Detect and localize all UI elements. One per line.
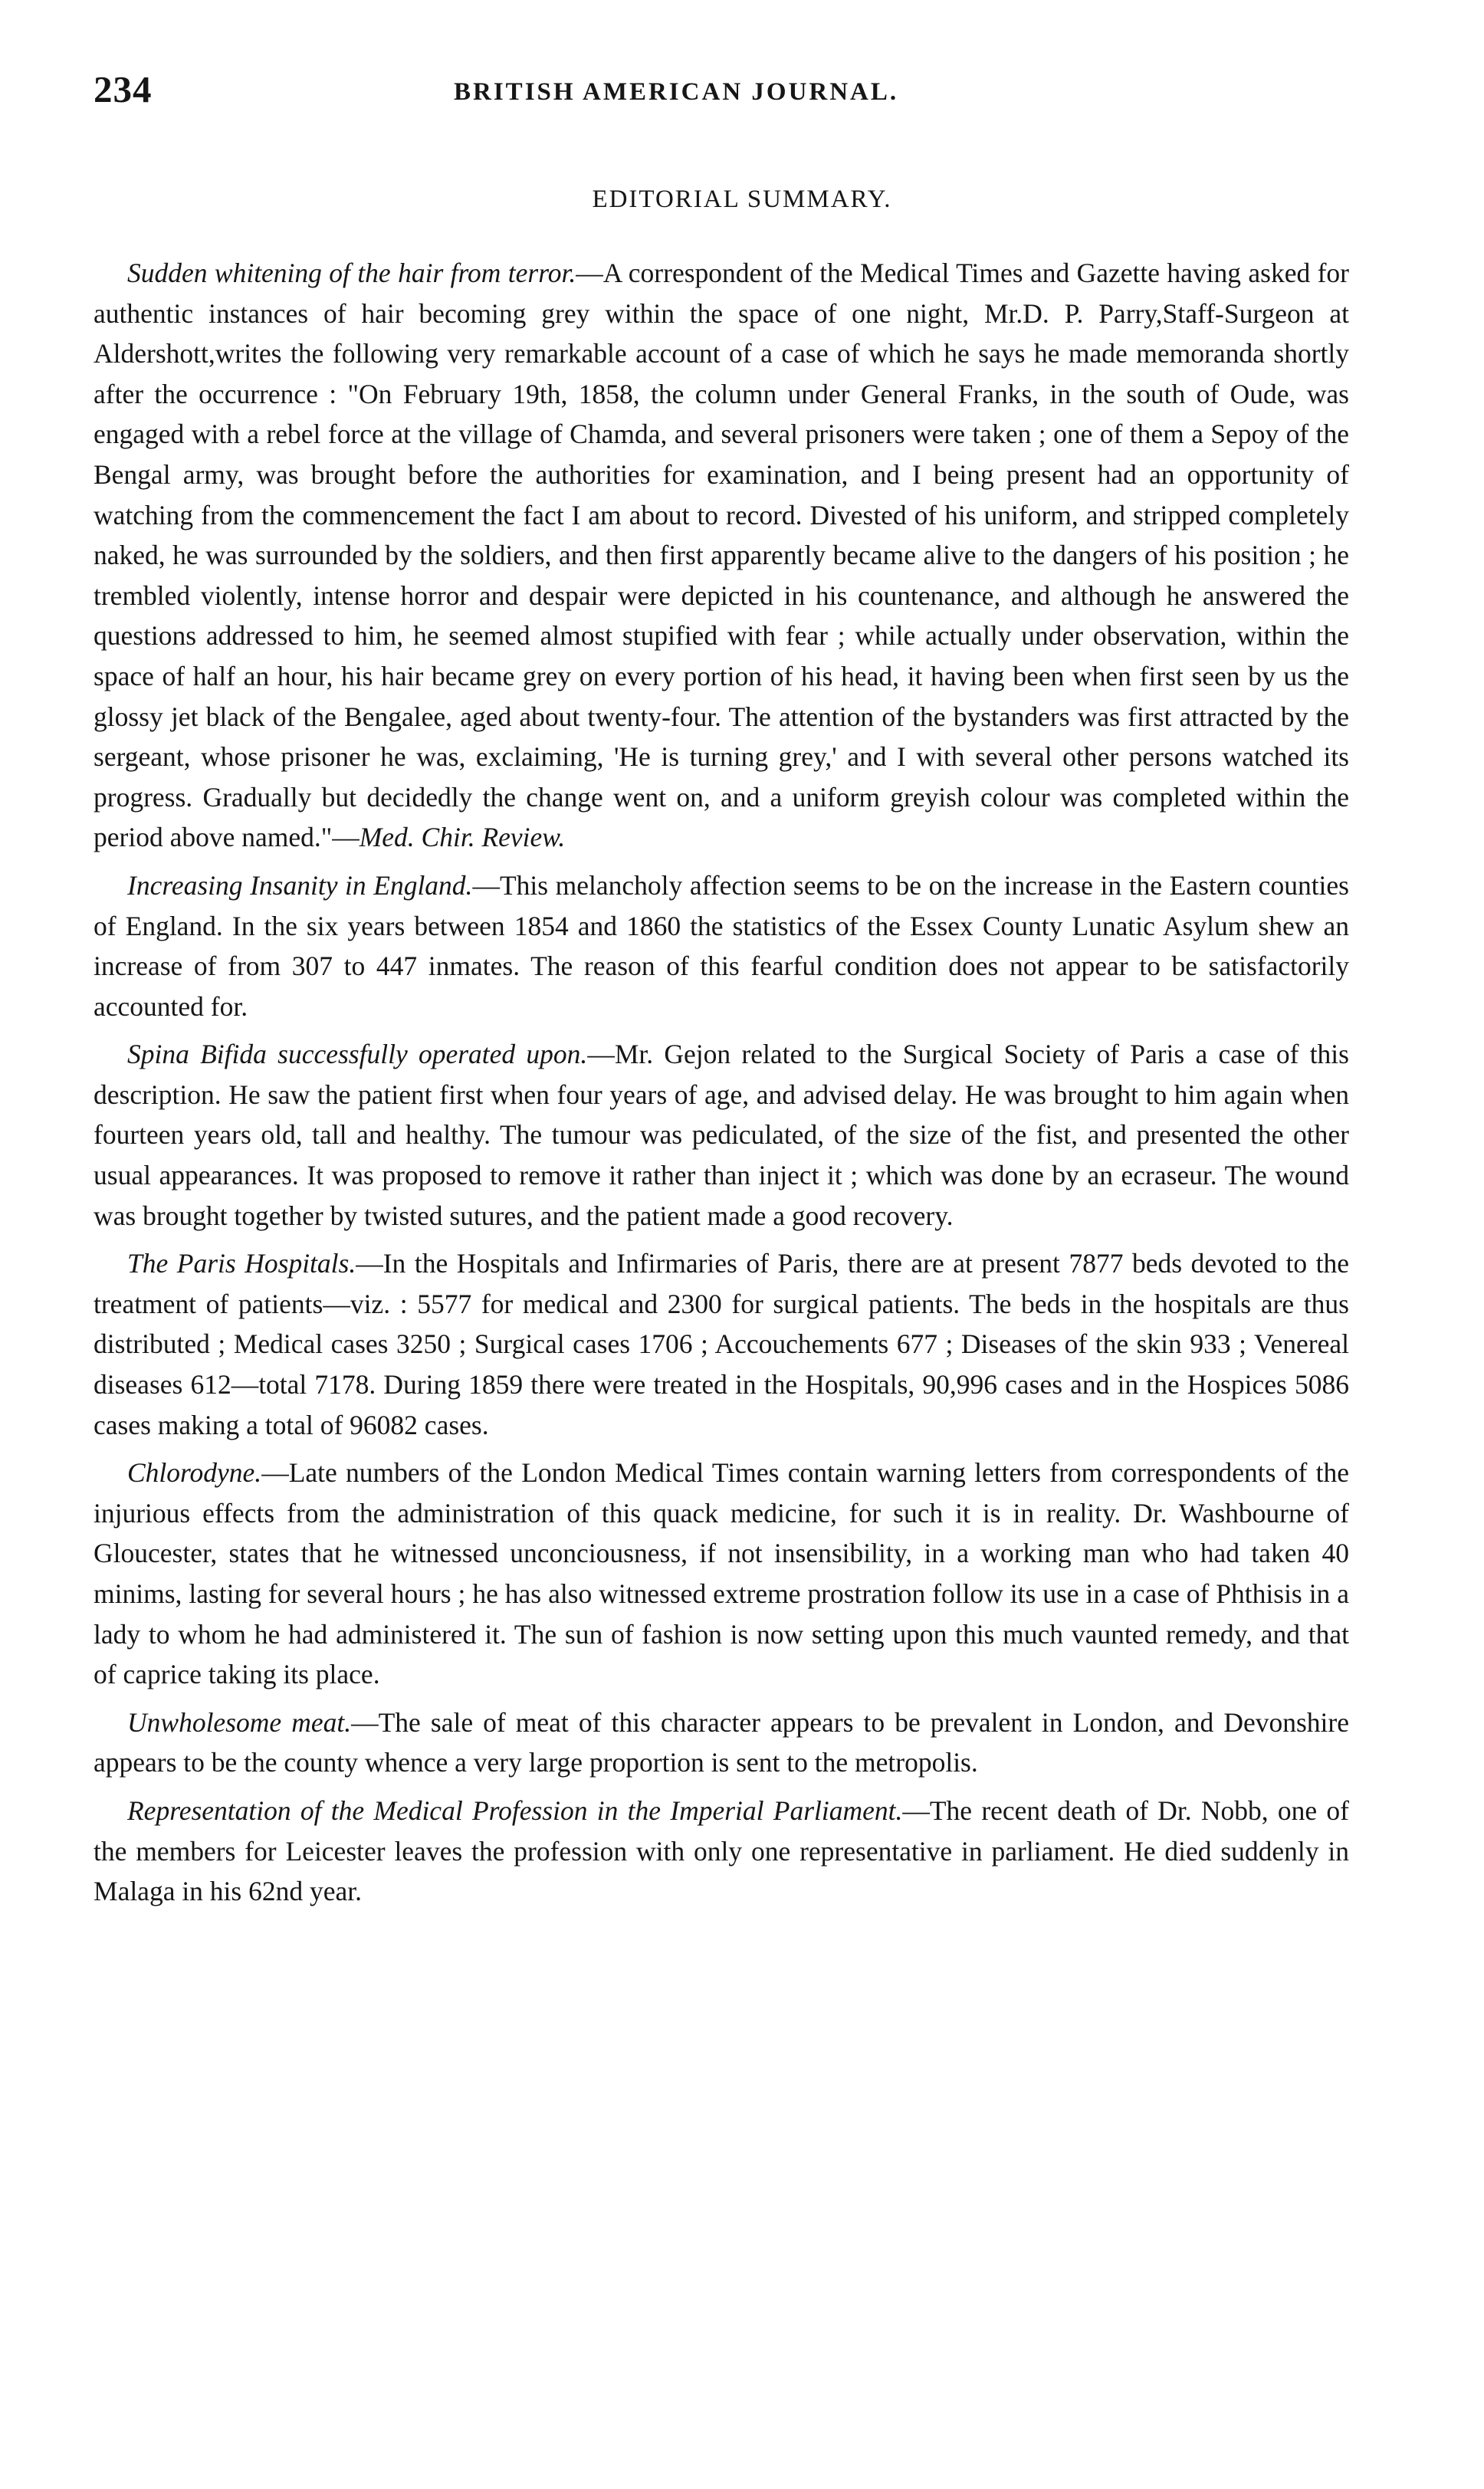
article-heading: Sudden whitening of the hair from terror. — [127, 258, 576, 288]
article-representation — [94, 1791, 1349, 1912]
article-text: —The recent death of Dr. Nobb, one of the members for Leicester leaves the profession with only one representative in parliament. He died suddenly in Malaga in his 62nd year. — [94, 1795, 1349, 1907]
section-title: EDITORIAL SUMMARY. — [592, 186, 892, 213]
article-text: —In the Hospitals and Infirmaries of Paris, there are at present 7877 beds devoted to the treatment of patients—viz. : 5577 for medical and 2300 for surgical patients. The beds in the hospitals are thus distributed ; Medical cases 3250 ; Surgical cases 1706 ; Accouchements 677 ; Diseases of the skin 933 ; Venereal diseases 612—total 7178. During 1859 there were treated in the Hospitals, 90,996 cases and in the Hospices 5086 cases making a total of 96082 cases. — [94, 1248, 1349, 1440]
article-heading: Unwholesome meat. — [127, 1706, 352, 1738]
article-spina-bifida — [94, 1034, 1349, 1236]
article-body — [94, 253, 1349, 1919]
article-unwholesome-meat — [94, 1703, 1349, 1783]
page-header — [94, 67, 1351, 121]
article-hair-whitening — [94, 253, 1349, 858]
article-paris-hospitals — [94, 1243, 1349, 1445]
article-heading: The Paris Hospitals. — [127, 1248, 356, 1279]
article-text: —The sale of meat of this character appears to be prevalent in London, and Devonshire appears to be the county whence a very large proportion is sent to the metropolis. — [94, 1706, 1349, 1778]
article-heading: Representation of the Medical Profession in the Imperial Parliament. — [127, 1795, 903, 1826]
article-source: Med. Chir. Review. — [359, 822, 566, 853]
article-chlorodyne — [94, 1453, 1349, 1695]
running-title: BRITISH AMERICAN JOURNAL. — [454, 78, 899, 106]
article-text: —Mr. Gejon related to the Surgical Society of Paris a case of this description. He saw the patient first when four years of age, and advised delay. He was brought to him again when fourteen years old, tall and healthy. The tumour was pediculated, of the size of the fist, and presented the other usual appearances. It was proposed to remove it rather than inject it ; which was done by an ecraseur. The wound was brought together by twisted sutures, and the patient made a good recovery. — [94, 1039, 1349, 1231]
page-number: 234 — [94, 68, 153, 110]
article-text: —A correspondent of the Medical Times and Gazette having asked for authentic instances of hair becoming grey within the space of one night, Mr.D. P. Parry,Staff-Surgeon at Aldershott,writes the following very remarkable account of a case of which he says he made memoranda shortly after the occurrence : "On February 19th, 1858, the column under General Franks, in the south of Oude, was engaged with a rebel force at the village of Chamda, and several prisoners were taken ; one of them a Sepoy of the Bengal army, was brought before the authorities for examination, and I being present had an opportunity of watching from the commencement the fact I am about to record. Divested of his uniform, and stripped completely naked, he was surrounded by the soldiers, and then first apparently became alive to the dangers of his position ; he trembled violently, intense horror and despair were depicted in his countenance, and although he answered the questions addressed to him, he seemed almost stupified with fear ; while actually under observation, within the space of half an hour, his hair became grey on every portion of his head, it having been when first seen by us the glossy jet black of the Bengalee, aged about twenty-four. The attention of the bystanders was first attracted by the sergeant, whose prisoner he was, exclaiming, 'He is turning grey,' and I with several other persons watched its progress. Gradually but decidedly the change went on, and a uniform greyish colour was completed within the period above named."— — [94, 258, 1349, 853]
article-insanity — [94, 865, 1349, 1026]
article-heading: Spina Bifida successfully operated upon. — [127, 1039, 588, 1070]
article-heading: Increasing Insanity in England. — [127, 869, 473, 901]
article-text: —Late numbers of the London Medical Times contain warning letters from correspondents of the injurious effects from the administration of this quack medicine, for such it is in reality. Dr. Washbourne of Gloucester, states that he witnessed unconciousness, if not insensibility, in a working man who had taken 40 minims, lasting for several hours ; he has also witnessed extreme prostration follow its use in a case of Phthisis in a lady to whom he had administered it. The sun of fashion is now setting upon this much vaunted remedy, and that of caprice taking its place. — [94, 1457, 1349, 1690]
article-heading: Chlorodyne. — [127, 1457, 262, 1489]
article-text: —This melancholy affection seems to be on the increase in the Eastern counties of England. In the six years between 1854 and 1860 the statistics of the Essex County Lunatic Asylum shew an increase of from 307 to 447 inmates. The reason of this fearful condition does not appear to be satisfactorily accounted for. — [94, 869, 1349, 1022]
